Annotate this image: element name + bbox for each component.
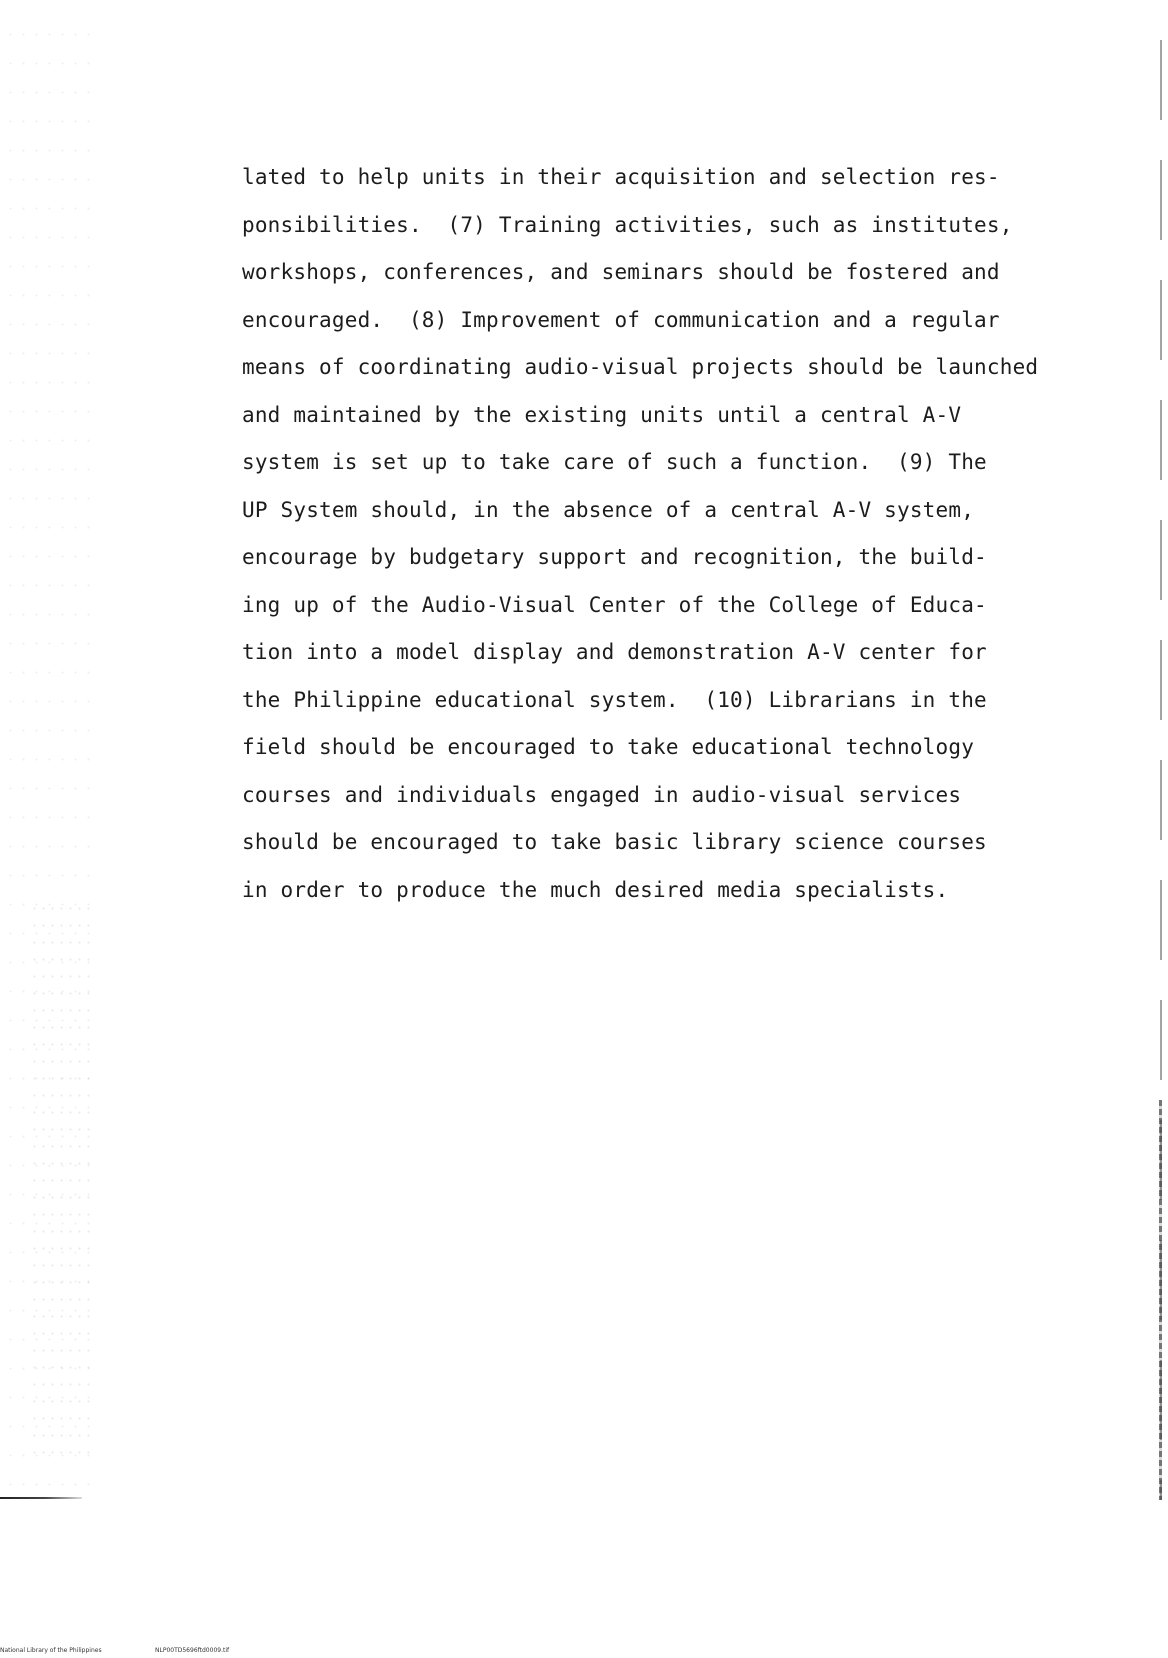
text-line: ing up of the Audio-Visual Center of the College of Educa- [242, 592, 987, 617]
text-line: in order to produce the much desired media specialists. [242, 877, 949, 902]
text-line: workshops, conferences, and seminars should be fostered and [242, 260, 1000, 284]
footer-source: National Library of the Philippines [0, 1647, 102, 1654]
text-line: encouraged. (8) Improvement of communication and a regular [242, 307, 1000, 332]
scan-footer [0, 1645, 400, 1657]
text-line: UP System should, in the absence of a central A-V system, [242, 497, 975, 522]
text-line: the Philippine educational system. (10) Librarians in the [242, 687, 987, 712]
text-line: encourage by budgetary support and recognition, the build- [242, 545, 987, 569]
text-line: and maintained by the existing units until a central A-V [242, 402, 962, 427]
margin-specks-lower [30, 900, 90, 1460]
text-line: field should be encouraged to take educational technology [242, 735, 975, 759]
footer-filename: NLP00TD5696ftd0009.tif [155, 1647, 230, 1654]
text-line: tion into a model display and demonstration A-V center for [242, 640, 987, 664]
text-line: means of coordinating audio-visual projects should be launched [242, 355, 1039, 379]
right-edge-scan-shadow-lower [1159, 1100, 1162, 1500]
text-line: system is set up to take care of such a function. (9) The [242, 450, 987, 474]
typewritten-paragraph [242, 154, 1142, 914]
text-line: ponsibilities. (7) Training activities, such as institutes, [242, 212, 1013, 237]
left-margin-scan-mark [0, 1497, 82, 1499]
text-line: lated to help units in their acquisition and selection res- [242, 165, 1000, 189]
text-line: courses and individuals engaged in audio-visual services [242, 782, 962, 807]
text-line: should be encouraged to take basic library science courses [242, 830, 987, 854]
